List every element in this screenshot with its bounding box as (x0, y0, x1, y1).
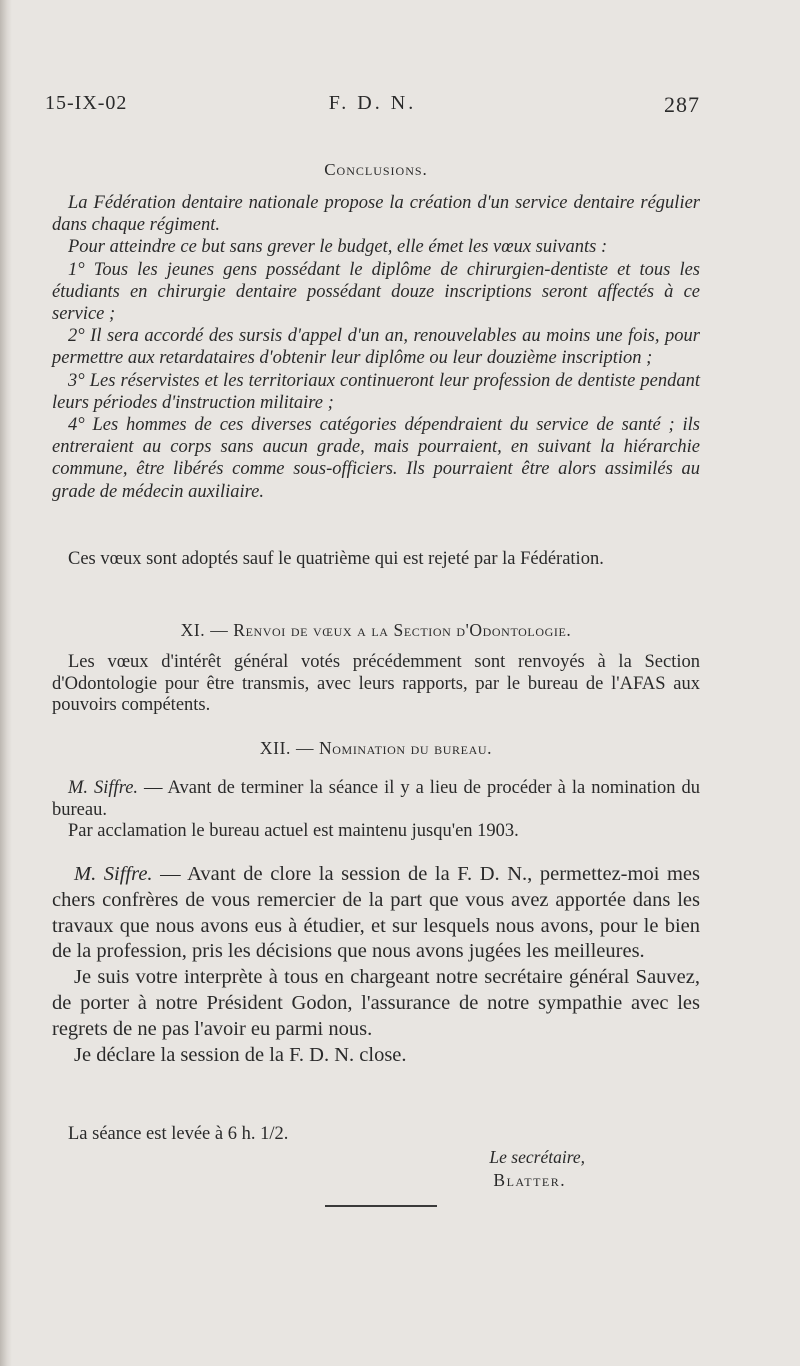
closing-para-3: Je déclare la session de la F. D. N. close. (74, 1043, 407, 1066)
adjourn-text: La séance est levée à 6 h. 1/2. (68, 1124, 289, 1144)
section-xi-number: XI. — (180, 620, 229, 640)
section-xi-title (52, 620, 700, 641)
conclusions-item-4: 4° Les hommes de ces diverses catégories dépendraient du service de santé ; ils entreraient au corps sans aucun grade, mais pourraient, en suivant la hiérarchie commune, être libérés comme sous-officiers. Ils pourraient être alors assimilés au grade de médecin auxiliaire. (52, 415, 700, 502)
section-xii-heading: Nomination du bureau. (319, 738, 493, 758)
adjourn-block (52, 1124, 700, 1146)
closing-para-2: Je suis votre interprète à tous en chargeant notre secrétaire général Sauvez, de porter à notre Président Godon, l'assurance de notre sympathie avec les regrets de ne pas l'avoir eu parmi nous. (52, 966, 700, 1040)
signature-name: Blatter. (493, 1170, 567, 1190)
header-date: 15-IX-02 (45, 92, 128, 114)
conclusions-title: Conclusions. (324, 160, 428, 179)
signature-title: Le secrétaire, (489, 1147, 585, 1167)
header-journal: F. D. N. (328, 92, 417, 114)
section-xii-title (52, 738, 700, 759)
conclusions-para-2: Pour atteindre ce but sans grever le budget, elle émet les vœux suivants : (68, 237, 608, 258)
section-xii-text-1: — Avant de terminer la séance il y a lieu de procéder à la nomination du bureau. (52, 778, 700, 820)
section-xi-text: Les vœux d'intérêt général votés précédemment sont renvoyés à la Section d'Odontologie pour être transmis, avec leurs rapports, par le bureau de l'AFAS aux pouvoirs compétents. (52, 652, 700, 716)
closing-speech (52, 862, 700, 1068)
closing-speaker-name: M. Siffre. (74, 863, 153, 885)
section-xi-block (52, 652, 700, 717)
closing-para-1 (52, 862, 700, 965)
section-xii-para-2: Par acclamation le bureau actuel est maintenu jusqu'en 1903. (68, 821, 519, 842)
signature-block (489, 1146, 585, 1192)
section-xi-heading: Renvoi de vœux a la Section d'Odontologie. (233, 620, 572, 640)
conclusions-item-1: 1° Tous les jeunes gens possédant le diplôme de chirurgien-dentiste et tous les étudiants en chirurgie dentaire possédant douze inscriptions seront affectés à ce service ; (52, 259, 700, 325)
conclusions-item-2: 2° Il sera accordé des sursis d'appel d'un an, renouvelables au moins une fois, pour permettre aux retardataires d'obtenir leur diplôme ou leur douzième inscription ; (52, 326, 700, 369)
conclusions-adopted: Ces vœux sont adoptés sauf le quatrième qui est rejeté par la Fédération. (68, 549, 604, 569)
section-xii-block (52, 778, 700, 843)
section-xii-para-1 (52, 778, 700, 821)
end-rule (325, 1205, 437, 1207)
running-header (45, 92, 700, 122)
conclusions-block (52, 192, 700, 503)
page-number: 287 (664, 92, 700, 117)
speaker-name: M. Siffre. (68, 778, 139, 798)
page-edge-shadow (0, 0, 12, 1366)
closing-text-1: — Avant de clore la session de la F. D. N., permettez-moi mes chers confrères de vous remercier de la part que vous avez apportée dans les travaux que nous avons eus à étudier, et sur lesquels nous avons, pour le bien de la profession, pris les décisions que nous avons jugées les meilleures. (52, 863, 700, 963)
conclusions-adopted-block (52, 549, 700, 571)
conclusions-para-1: La Fédération dentaire nationale propose la création d'un service dentaire régulier dans chaque régiment. (52, 193, 700, 236)
section-xii-number: XII. — (259, 738, 315, 758)
conclusions-item-3: 3° Les réservistes et les territoriaux continueront leur profession de dentiste pendant leurs périodes d'instruction militaire ; (52, 370, 700, 413)
